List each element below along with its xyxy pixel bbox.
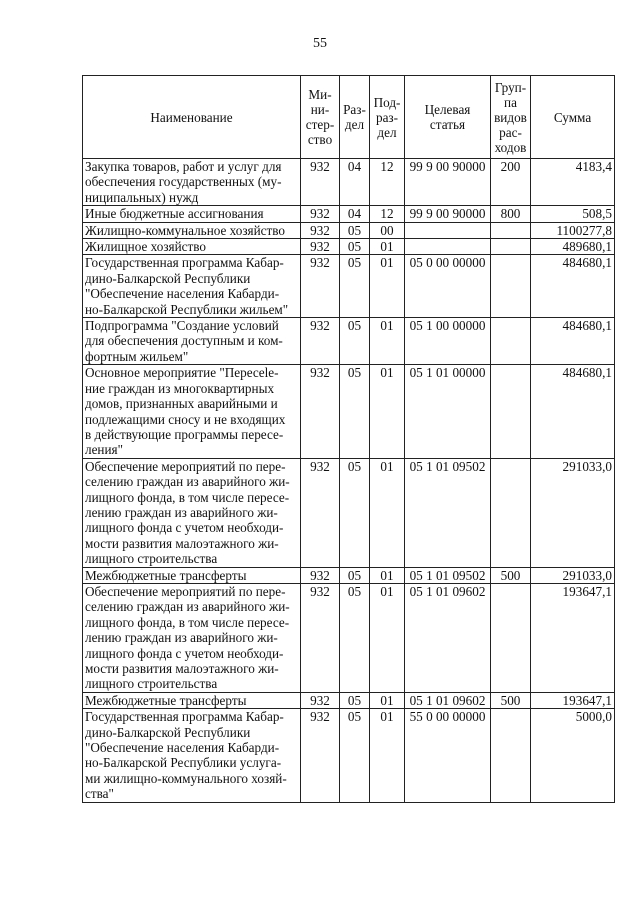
cell-name: Обеспечение мероприятий по пере- селению граждан из аварийного жи- лищного фонда, в том числе пересе- лению граждан из аварийного жи- лищного фонда с учетом необходи- мости развития малоэтажного жи- лищного строительства xyxy=(83,458,301,567)
cell-sum: 1100277,8 xyxy=(531,222,615,238)
header-target-article: Целевая статья xyxy=(405,76,491,159)
cell-name: Иные бюджетные ассигнования xyxy=(83,206,301,222)
cell-subsection: 01 xyxy=(370,583,405,692)
cell-name: Жилищное хозяйство xyxy=(83,239,301,255)
cell-section: 04 xyxy=(340,206,370,222)
cell-expense-group xyxy=(491,583,531,692)
cell-sum: 291033,0 xyxy=(531,458,615,567)
cell-target-article: 05 1 00 00000 xyxy=(405,318,491,365)
cell-ministry: 932 xyxy=(301,692,340,708)
cell-section: 05 xyxy=(340,239,370,255)
cell-target-article: 05 1 01 09602 xyxy=(405,583,491,692)
table-row xyxy=(83,255,615,318)
cell-section: 05 xyxy=(340,709,370,802)
table-row xyxy=(83,692,615,708)
budget-table xyxy=(82,75,615,803)
cell-target-article: 05 1 01 09502 xyxy=(405,458,491,567)
table-row xyxy=(83,458,615,567)
cell-ministry: 932 xyxy=(301,206,340,222)
cell-subsection: 01 xyxy=(370,239,405,255)
cell-expense-group: 800 xyxy=(491,206,531,222)
cell-expense-group: 500 xyxy=(491,692,531,708)
cell-subsection: 01 xyxy=(370,318,405,365)
table-row xyxy=(83,583,615,692)
cell-expense-group: 500 xyxy=(491,567,531,583)
cell-section: 05 xyxy=(340,222,370,238)
table-row xyxy=(83,222,615,238)
cell-section: 04 xyxy=(340,159,370,206)
cell-sum: 508,5 xyxy=(531,206,615,222)
cell-sum: 291033,0 xyxy=(531,567,615,583)
cell-subsection: 01 xyxy=(370,709,405,802)
cell-name: Межбюджетные трансферты xyxy=(83,567,301,583)
cell-expense-group xyxy=(491,458,531,567)
cell-sum: 484680,1 xyxy=(531,318,615,365)
table-row xyxy=(83,709,615,802)
table-row xyxy=(83,318,615,365)
cell-ministry: 932 xyxy=(301,567,340,583)
page-number: 55 xyxy=(313,36,327,51)
cell-target-article: 99 9 00 90000 xyxy=(405,206,491,222)
cell-expense-group xyxy=(491,239,531,255)
cell-sum: 193647,1 xyxy=(531,583,615,692)
header-name: Наименование xyxy=(83,76,301,159)
cell-target-article: 05 0 00 00000 xyxy=(405,255,491,318)
header-ministry: Ми- ни- стер- ство xyxy=(301,76,340,159)
cell-expense-group xyxy=(491,709,531,802)
header-subsection: Под- раз- дел xyxy=(370,76,405,159)
cell-target-article: 05 1 01 00000 xyxy=(405,365,491,458)
cell-subsection: 01 xyxy=(370,567,405,583)
cell-name: Жилищно-коммунальное хозяйство xyxy=(83,222,301,238)
cell-section: 05 xyxy=(340,567,370,583)
cell-expense-group: 200 xyxy=(491,159,531,206)
cell-name: Межбюджетные трансферты xyxy=(83,692,301,708)
cell-subsection: 12 xyxy=(370,159,405,206)
cell-ministry: 932 xyxy=(301,458,340,567)
cell-sum: 193647,1 xyxy=(531,692,615,708)
cell-ministry: 932 xyxy=(301,222,340,238)
cell-expense-group xyxy=(491,255,531,318)
cell-name: Подпрограмма "Создание условий для обеспечения доступным и ком- фортным жильем" xyxy=(83,318,301,365)
header-expense-group: Груп- па видов рас- ходов xyxy=(491,76,531,159)
cell-ministry: 932 xyxy=(301,239,340,255)
cell-ministry: 932 xyxy=(301,255,340,318)
cell-expense-group xyxy=(491,365,531,458)
cell-sum: 5000,0 xyxy=(531,709,615,802)
cell-name: Закупка товаров, работ и услуг для обеспечения государственных (му- ниципальных) нужд xyxy=(83,159,301,206)
header-sum: Сумма xyxy=(531,76,615,159)
cell-name: Государственная программа Кабар- дино-Балкарской Республики "Обеспечение населения Кабарди- но-Балкарской Республики услуга- ми жилищно-коммунального хозяй- ства" xyxy=(83,709,301,802)
cell-target-article xyxy=(405,239,491,255)
header-section: Раз- дел xyxy=(340,76,370,159)
table-header-row xyxy=(83,76,615,159)
cell-section: 05 xyxy=(340,255,370,318)
table-row xyxy=(83,239,615,255)
cell-sum: 484680,1 xyxy=(531,255,615,318)
cell-subsection: 01 xyxy=(370,692,405,708)
cell-target-article: 99 9 00 90000 xyxy=(405,159,491,206)
cell-ministry: 932 xyxy=(301,159,340,206)
cell-ministry: 932 xyxy=(301,583,340,692)
cell-name: Обеспечение мероприятий по пере- селению граждан из аварийного жи- лищного фонда, в том числе пересе- лению граждан из аварийного жи- лищного фонда с учетом необходи- мости развития малоэтажного жи- лищного строительства xyxy=(83,583,301,692)
cell-sum: 4183,4 xyxy=(531,159,615,206)
cell-section: 05 xyxy=(340,458,370,567)
cell-sum: 484680,1 xyxy=(531,365,615,458)
cell-section: 05 xyxy=(340,365,370,458)
cell-target-article: 05 1 01 09602 xyxy=(405,692,491,708)
cell-name: Основное мероприятие "Пересele- ние граждан из многоквартирных домов, признанных аварийными и подлежащими сносу и не входящих в действующие программы пересе- ления" xyxy=(83,365,301,458)
cell-ministry: 932 xyxy=(301,365,340,458)
cell-ministry: 932 xyxy=(301,709,340,802)
cell-target-article: 05 1 01 09502 xyxy=(405,567,491,583)
cell-subsection: 00 xyxy=(370,222,405,238)
cell-sum: 489680,1 xyxy=(531,239,615,255)
table-row xyxy=(83,365,615,458)
cell-subsection: 12 xyxy=(370,206,405,222)
cell-section: 05 xyxy=(340,692,370,708)
cell-section: 05 xyxy=(340,583,370,692)
cell-target-article: 55 0 00 00000 xyxy=(405,709,491,802)
cell-name: Государственная программа Кабар- дино-Балкарской Республики "Обеспечение населения Кабарди- но-Балкарской Республики жильем" xyxy=(83,255,301,318)
table-row xyxy=(83,159,615,206)
cell-subsection: 01 xyxy=(370,458,405,567)
table-row xyxy=(83,567,615,583)
cell-ministry: 932 xyxy=(301,318,340,365)
cell-expense-group xyxy=(491,222,531,238)
cell-subsection: 01 xyxy=(370,255,405,318)
table-row xyxy=(83,206,615,222)
cell-expense-group xyxy=(491,318,531,365)
cell-target-article xyxy=(405,222,491,238)
cell-subsection: 01 xyxy=(370,365,405,458)
cell-section: 05 xyxy=(340,318,370,365)
